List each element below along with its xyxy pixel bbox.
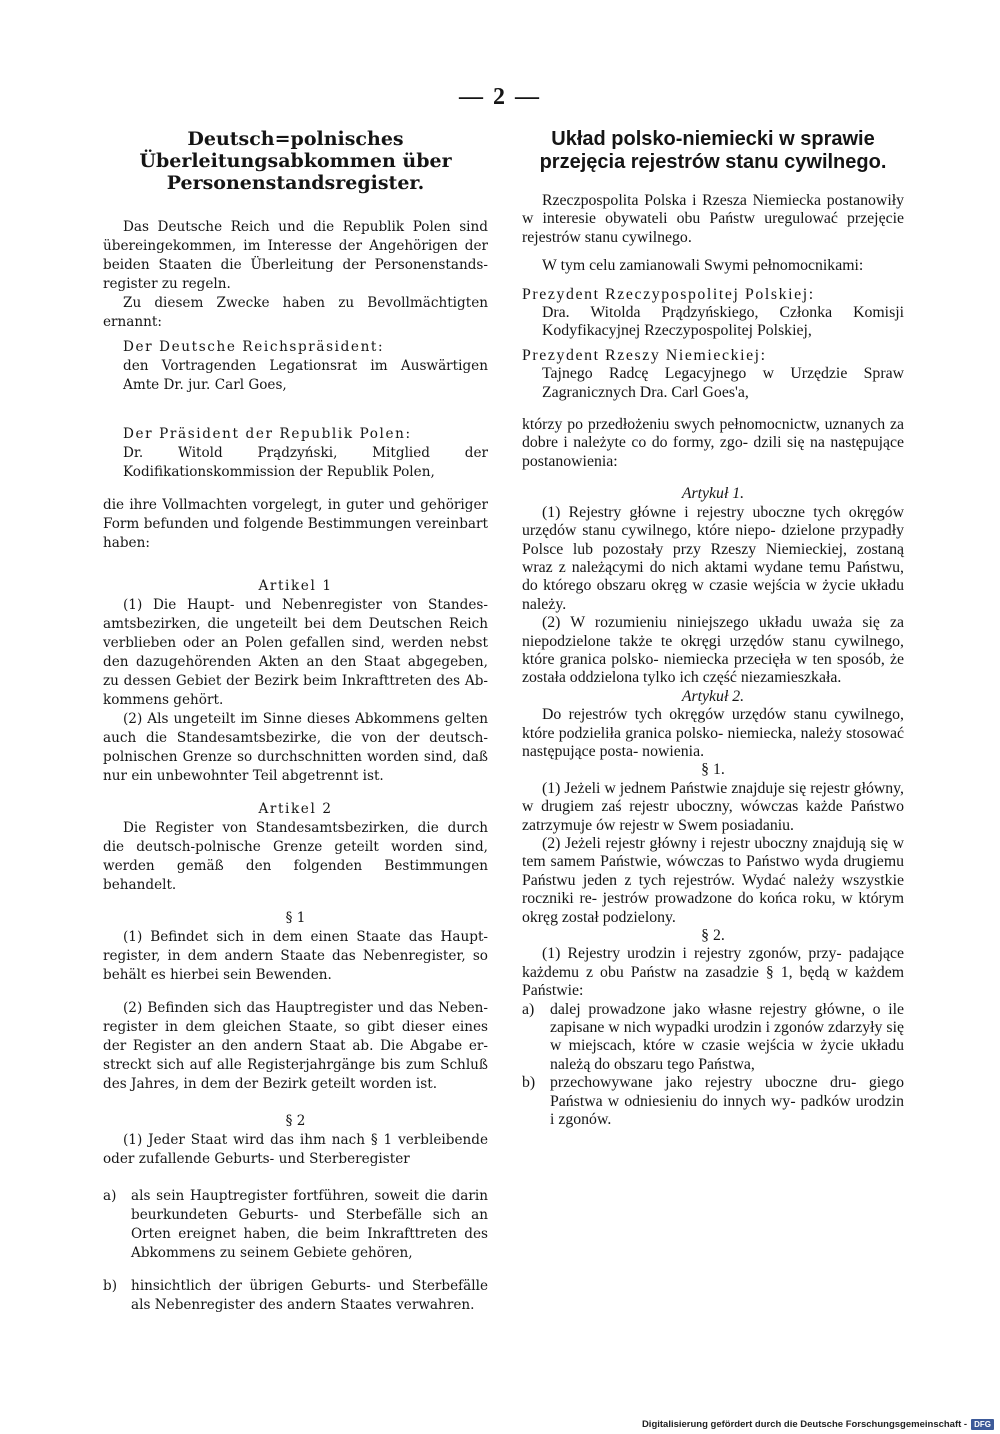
- german-section-2-para: (1) Jeder Staat wird das ihm nach § 1 verbleibende oder zufallende Geburts- und Sterberegister: [103, 1132, 488, 1167]
- polish-article-1-para-2: (2) W rozumieniu niniejszego układu uważa się za niepodzielone także te okręgi urzędów stanu cywilnego, które granica polsko- niemiecka przecięła w ten sposób, że została oddzielona tylko ich część niezamieszkała.: [522, 614, 904, 687]
- german-preamble: Das Deutsche Reich und die Republik Polen sind übereingekommen, im Interesse der Angehörigen der beiden Staaten die Überleitung der Personenstands- register zu regeln.: [103, 219, 488, 292]
- german-item-a-text: als sein Hauptregister fortführen, soweit die darin beurkundeten Geburts- und Sterbefälle sich an Orten ereignet haben, die beim Inkrafttreten des Abkommens zu seinem Gebiete gehören,: [131, 1188, 488, 1261]
- polish-closing: którzy po przedłożeniu swych pełnomocnictw, uznanych za dobre i należyte co do formy, zgo- dzili się na następujące postanowienia:: [522, 416, 904, 470]
- polish-article-2-para: Do rejestrów tych okręgów urzędów stanu cywilnego, które podzieliła granica polsko- niemiecka, należy stosować następujące posta- nowienia.: [522, 706, 904, 760]
- german-item-b-label: b): [103, 1278, 118, 1294]
- german-article-1-heading: Artikel 1: [258, 578, 333, 594]
- german-article-1-para-1: (1) Die Haupt- und Nebenregister von Standes- amtsbezirken, die ungeteilt bei dem Deutschen Reich verblieben oder an Polen gefallen sind, werden nebst den dazugehörenden Akten an den Staat abgegeben, zu dessen Gebiet der Bezirk beim Inkrafttreten des Ab- kommens gehört.: [103, 597, 488, 708]
- german-article-2-heading: Artikel 2: [258, 801, 333, 817]
- polish-section-1-para-2: (2) Jeżeli rejestr główny i rejestr uboczny znajdują się w tem samem Państwie, wówczas to Państwo wyda drugiemu Państwu jeden z tych rejestrów. Wydać należy wszystkie roczniki re- jestrów prowadzone do końca roku, w którym okręg został podzielony.: [522, 835, 904, 926]
- polish-preamble: Rzeczpospolita Polska i Rzesza Niemiecka postanowiły w interesie obywateli obu Państw uregulować przejęcie rejestrów stanu cywilnego.: [522, 192, 904, 246]
- polish-item-a-text: dalej prowadzone jako własne rejestry główne, o ile zapisane w nich wypadki urodzin i zgonów zdarzyły się w miejscach, które w czasie wejścia w życie układu należą do obszaru tego Państwa,: [550, 1000, 904, 1073]
- polish-article-2-heading: Artykuł 2.: [681, 687, 745, 705]
- german-plenipotentiary-1-person: den Vortragenden Legationsrat im Auswärtigen Amte Dr. jur. Carl Goes,: [123, 358, 488, 393]
- polish-item-b-text: przechowywane jako rejestry uboczne dru- giego Państwa w odniesieniu do innych wy- padków urodzin i zgonów.: [550, 1074, 904, 1129]
- polish-section-1-heading: § 1.: [701, 761, 725, 779]
- german-section-2-heading: § 2: [285, 1113, 306, 1129]
- polish-item-b-label: b): [522, 1074, 536, 1092]
- german-appointment: Zu diesem Zwecke haben zu Bevollmächtigten ernannt:: [103, 295, 488, 330]
- german-plenipotentiary-2-person: Dr. Witold Prądzyński, Mitglied der Kodifikationskommission der Republik Polen,: [123, 445, 488, 480]
- german-section-1-heading: § 1: [285, 910, 306, 926]
- german-item-a-label: a): [103, 1188, 117, 1204]
- polish-column: [522, 128, 904, 1130]
- polish-item-a-label: a): [522, 1000, 535, 1018]
- polish-section-2-para: (1) Rejestry urodzin i rejestry zgonów, przy- padające każdemu z obu Państw na zasadzie § 1, będą w każdem Państwie:: [522, 945, 904, 1000]
- german-section-1-para-2: (2) Befinden sich das Hauptregister und das Neben- register in dem gleichen Staate, so gibt dieser eines der Register an den andern Staat ab. Die Abgabe er- streckt sich auf alle Registerjahrgänge bis zum Schluß des Jahres, in dem der Bezirk geteilt worden ist.: [103, 1000, 488, 1092]
- polish-item-a: [522, 1001, 904, 1075]
- polish-article-1-para-1: (1) Rejestry główne i rejestry uboczne tych okręgów urzędów stanu cywilnego, które niepo- dzielone przypadły Polsce lub pozostały przy Rzeszy Niemieckiej, zostaną wraz z należącymi do nich aktami wydane temu Państwu, do którego obszaru okręg w czasie wejścia w życie układu należy.: [522, 503, 904, 613]
- german-column: [103, 128, 488, 1315]
- german-item-a: [103, 1187, 488, 1263]
- polish-plenipotentiary-1-title: Prezydent Rzeczypospolitej Polskiej:: [522, 285, 815, 303]
- german-item-b: [103, 1277, 488, 1315]
- german-section-1-para-1: (1) Befindet sich in dem einen Staate das Haupt- register, in dem andern Staate das Nebenregister, so behält es hierbei sein Bewenden.: [103, 929, 488, 983]
- polish-appointment: W tym celu zamianowali Swymi pełnomocnikami:: [542, 257, 864, 275]
- polish-plenipotentiary-2-title: Prezydent Rzeszy Niemieckiej:: [522, 346, 767, 364]
- polish-section-1-para-1: (1) Jeżeli w jednem Państwie znajduje się rejestr główny, w drugiem zaś rejestr uboczny, wówczas każde Państwo zatrzymuje ów rejestr w Swem posiadaniu.: [522, 779, 904, 834]
- polish-section-2-heading: § 2.: [701, 927, 725, 945]
- german-plenipotentiary-2-title: Der Präsident der Republik Polen:: [123, 426, 412, 442]
- polish-plenipotentiary-2-person: Tajnego Radcę Legacyjnego w Urzędzie Spraw Zagranicznych Dra. Carl Goes'a,: [542, 365, 904, 401]
- german-item-b-text: hinsichtlich der übrigen Geburts- und Sterbefälle als Nebenregister des andern Staates verwahren.: [131, 1278, 488, 1313]
- polish-title: Układ polsko-niemiecki w sprawie przejęcia rejestrów stanu cywilnego.: [539, 128, 887, 173]
- german-plenipotentiary-1-title: Der Deutsche Reichspräsident:: [123, 339, 385, 355]
- polish-plenipotentiary-1-person: Dra. Witolda Prądzyńskiego, Członka Komisji Kodyfikacyjnej Rzeczypospolitej Polskiej,: [542, 304, 904, 340]
- polish-item-b: [522, 1074, 904, 1129]
- german-closing: die ihre Vollmachten vorgelegt, in guter und gehöriger Form befunden und folgende Bestimmungen vereinbart haben:: [103, 497, 488, 551]
- german-article-1-para-2: (2) Als ungeteilt im Sinne dieses Abkommens gelten auch die Standesamtsbezirke, die von der deutsch- polnischen Grenze so durchschnitten worden sind, daß nur ein unbewohnter Teil abgetrennt ist.: [103, 711, 488, 784]
- digitization-footer: [642, 1419, 994, 1430]
- german-article-2-para: Die Register von Standesamtsbezirken, die durch die deutsch-polnische Grenze geteilt worden sind, werden gemäß den folgenden Bestimmungen behandelt.: [103, 820, 488, 893]
- page-number: — 2 —: [459, 84, 541, 110]
- polish-article-1-heading: Artykuł 1.: [681, 485, 745, 503]
- german-title: Deutsch=polnisches Überleitungsabkommen über Personenstandsregister.: [139, 128, 452, 194]
- footer-credit-text: Digitalisierung gefördert durch die Deutsche Forschungsgemeinschaft -: [641, 1419, 968, 1430]
- dfg-logo: DFG: [971, 1419, 994, 1430]
